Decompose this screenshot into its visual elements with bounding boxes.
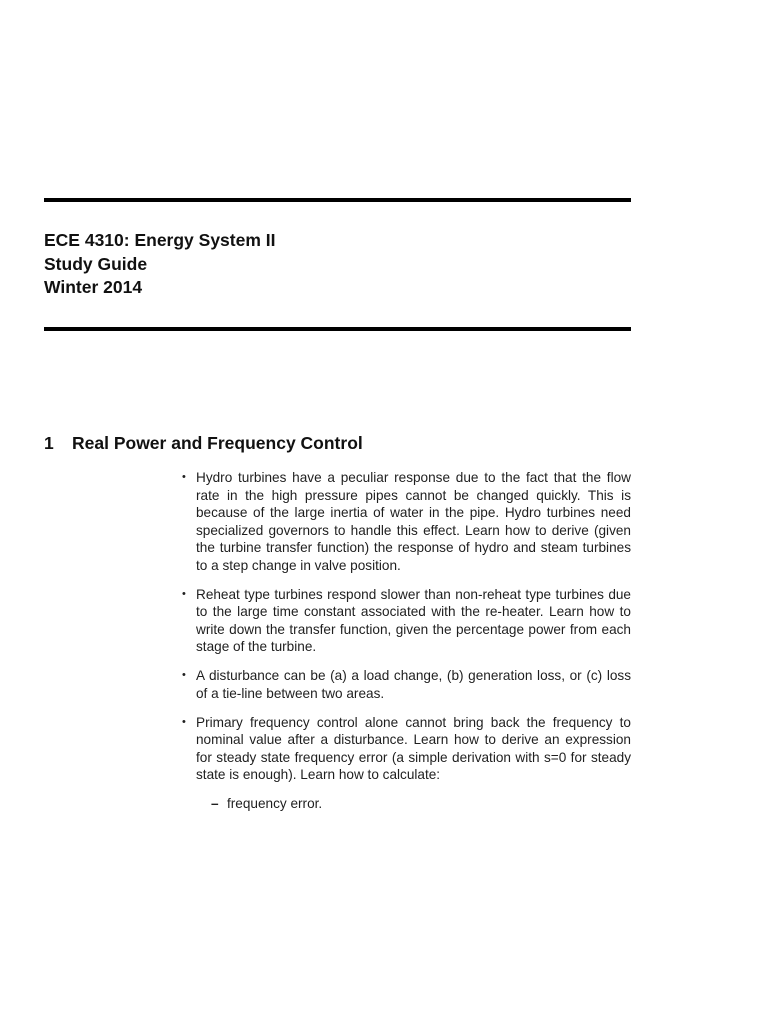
bottom-rule — [44, 327, 631, 331]
top-rule — [44, 198, 631, 202]
bullet-icon: • — [182, 715, 186, 728]
sub-list — [196, 795, 631, 813]
list-item-text: A disturbance can be (a) a load change, (b) generation loss, or (c) loss of a tie-line between two areas. — [196, 668, 631, 701]
sub-list-item-text: frequency error. — [227, 795, 323, 811]
list-item — [180, 586, 631, 656]
bullet-list — [180, 469, 631, 824]
term: Winter 2014 — [44, 277, 143, 297]
bullet-icon: • — [182, 669, 186, 681]
section-heading — [44, 431, 363, 455]
list-item — [180, 469, 631, 574]
section-title: Real Power and Frequency Control — [72, 433, 363, 453]
list-item — [180, 714, 631, 813]
document-subtitle: Study Guide — [44, 253, 148, 274]
list-item-text: Primary frequency control alone cannot bring back the frequency to nominal value after a disturbance. Learn how to derive an expression for steady state frequency error (a simple derivation with s=0 for steady state is enough). Learn how to calculate: — [196, 714, 631, 782]
document-title-block — [44, 229, 276, 300]
dash-icon: – — [211, 795, 219, 811]
bullet-icon: • — [182, 471, 186, 483]
list-item-text: Reheat type turbines respond slower than non-reheat type turbines due to the large time constant associated with the re-heater. Learn how to write down the transfer function, given the percentage power from each stage of the turbine. — [196, 586, 631, 654]
list-item-text: Hydro turbines have a peculiar response due to the fact that the flow rate in the high pressure pipes cannot be changed quickly. This is because of the large inertia of water in the pipe. Hydro turbines need specialized governors to handle this effect. Learn how to derive (given the turbine transfer function) the response of hydro and steam turbines to a step change in valve position. — [196, 470, 631, 573]
course-title: ECE 4310: Energy System II — [44, 230, 276, 250]
list-item — [180, 667, 631, 702]
bullet-icon: • — [182, 587, 186, 600]
section-number: 1 — [44, 433, 54, 453]
sub-list-item — [211, 795, 646, 813]
